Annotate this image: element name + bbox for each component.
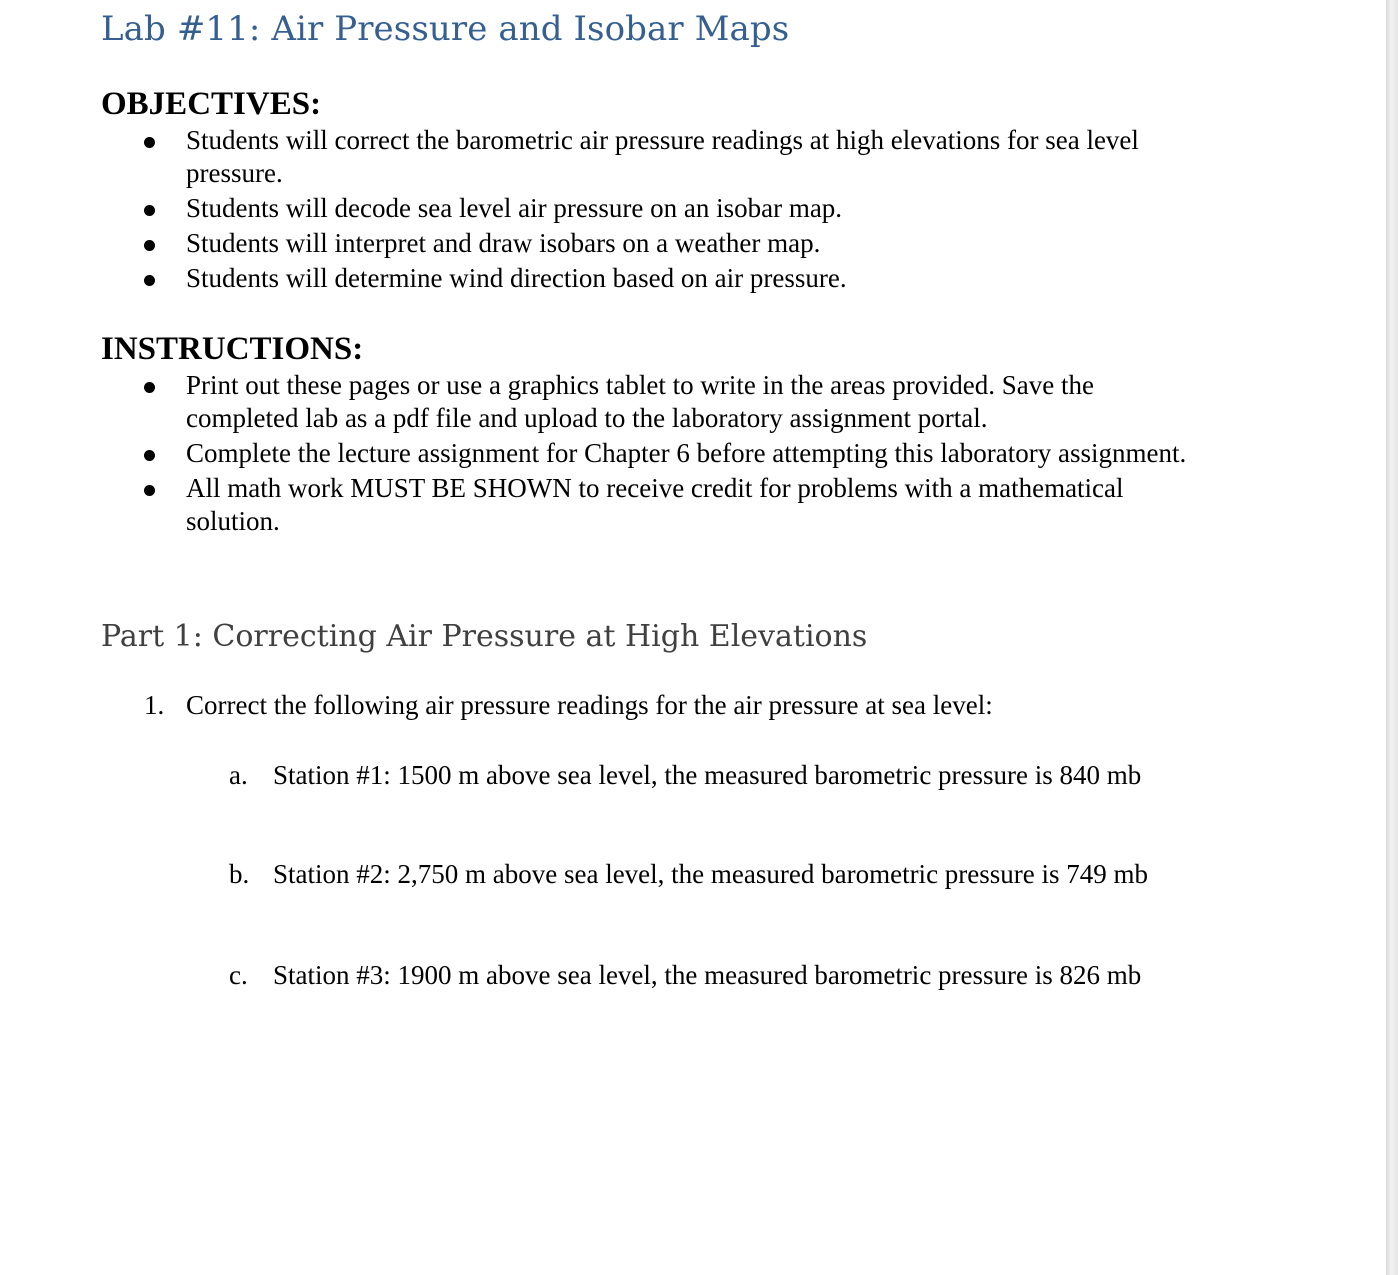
objective-item (0, 227, 1206, 260)
subquestion-marker: b. (229, 859, 250, 889)
subquestion-marker: c. (229, 960, 248, 990)
subquestion-text: Station #2: 2,750 m above sea level, the measured barometric pressure is 749 mb (273, 859, 1149, 889)
objectives-heading: OBJECTIVES: (101, 86, 322, 122)
instruction-item (0, 437, 1206, 470)
question-text: Correct the following air pressure readings for the air pressure at sea level: (186, 690, 993, 720)
instruction-text: Print out these pages or use a graphics tablet to write in the areas provided. Save the completed lab as a pdf file and upload to the laboratory assignment portal. (186, 370, 1094, 433)
subquestion-text: Station #3: 1900 m above sea level, the measured barometric pressure is 826 mb (273, 960, 1142, 990)
objective-text: Students will decode sea level air pressure on an isobar map. (186, 193, 843, 223)
instruction-text: All math work MUST BE SHOWN to receive credit for problems with a mathematical solution. (186, 473, 1124, 536)
objective-item (0, 124, 1206, 190)
bullet-icon (144, 137, 155, 148)
objective-item (0, 262, 1206, 295)
objectives-list (0, 124, 1206, 297)
subquestion-text: Station #1: 1500 m above sea level, the measured barometric pressure is 840 mb (273, 760, 1142, 790)
objective-text: Students will correct the barometric air pressure readings at high elevations for sea level pressure. (186, 125, 1139, 188)
objective-text: Students will determine wind direction based on air pressure. (186, 263, 847, 293)
bullet-icon (144, 275, 155, 286)
instruction-text: Complete the lecture assignment for Chapter 6 before attempting this laboratory assignment. (186, 438, 1187, 468)
page-edge-shadow (1386, 0, 1398, 1275)
objective-item (0, 192, 1206, 225)
instructions-heading: INSTRUCTIONS: (101, 331, 364, 367)
document-title: Lab #11: Air Pressure and Isobar Maps (101, 9, 790, 49)
part1-heading: Part 1: Correcting Air Pressure at High Elevations (101, 619, 868, 654)
instruction-item (0, 369, 1206, 435)
instructions-list (0, 369, 1206, 540)
subquestion-marker: a. (229, 760, 248, 790)
objective-text: Students will interpret and draw isobars on a weather map. (186, 228, 821, 258)
bullet-icon (144, 485, 155, 496)
bullet-icon (144, 205, 155, 216)
question-number: 1. (144, 690, 165, 720)
bullet-icon (144, 240, 155, 251)
bullet-icon (144, 382, 155, 393)
bullet-icon (144, 450, 155, 461)
instruction-item (0, 472, 1206, 538)
